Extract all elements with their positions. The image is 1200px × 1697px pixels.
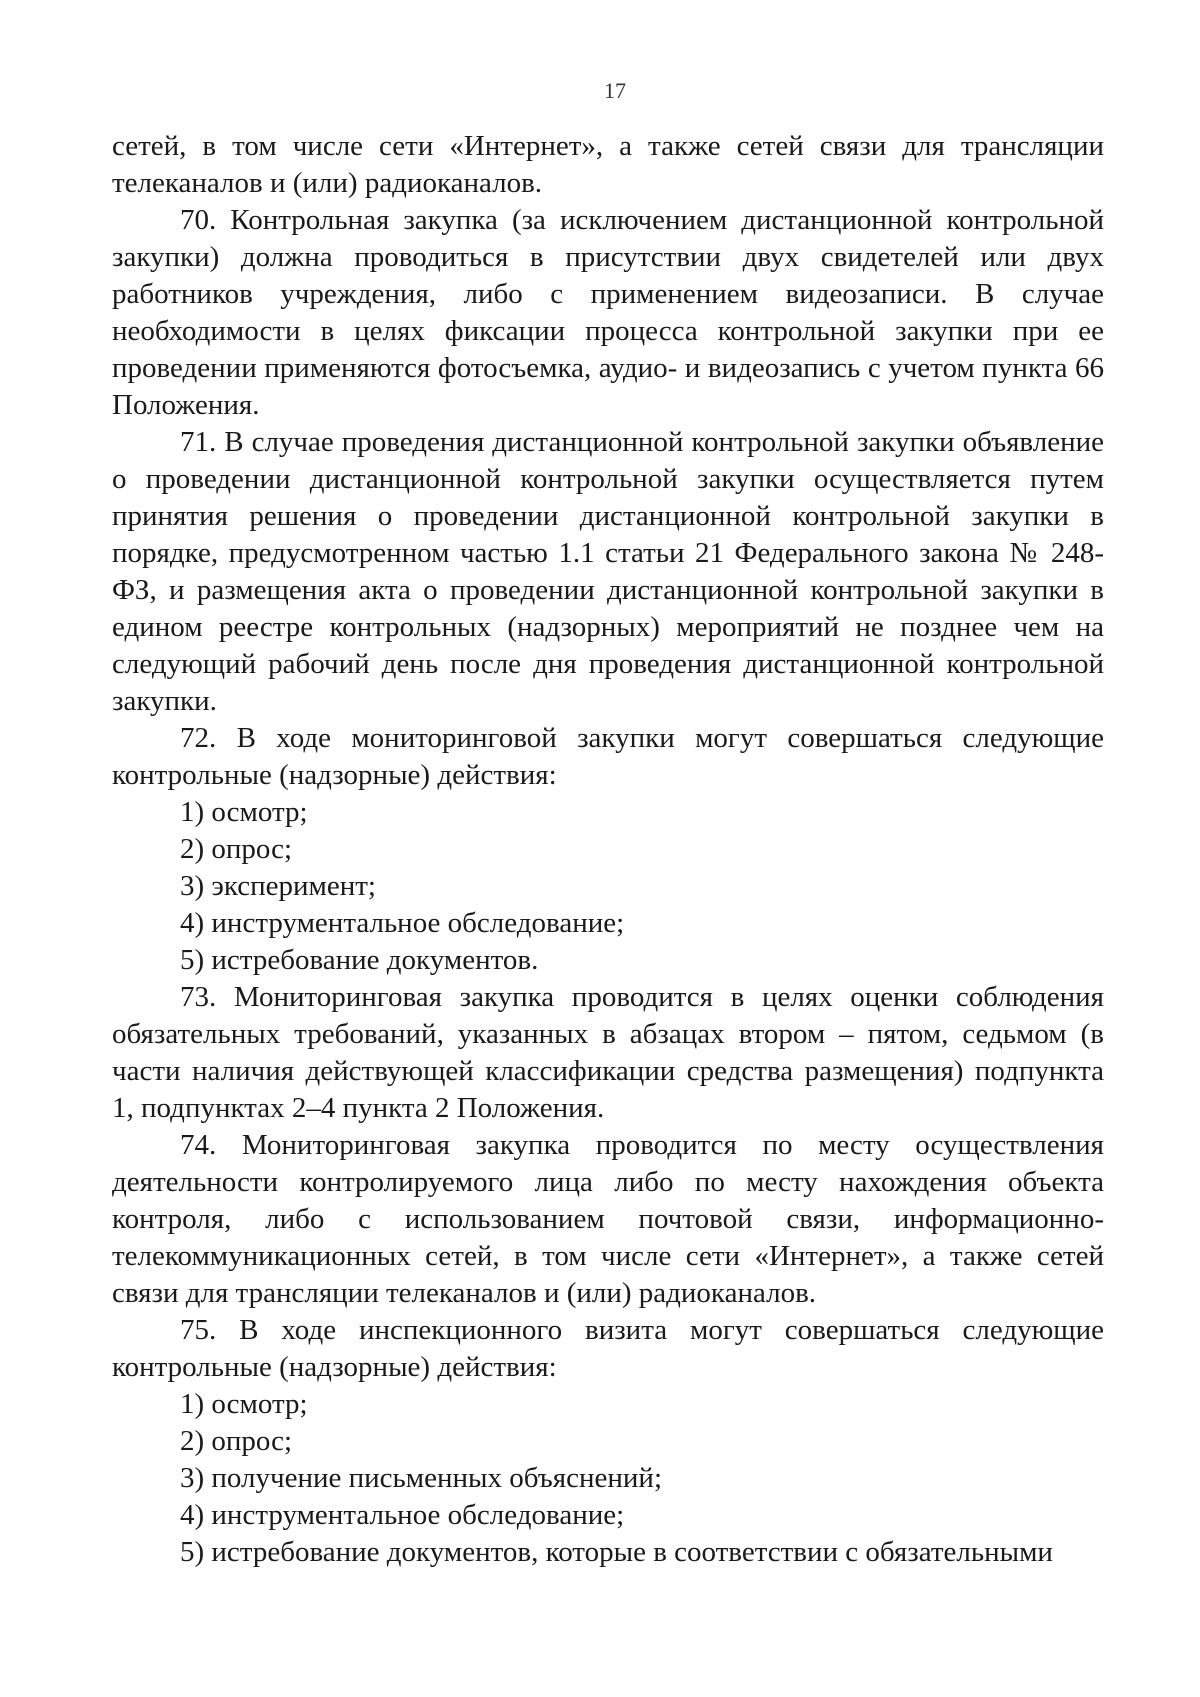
list-item: 5) истребование документов, которые в соответствии с обязательными bbox=[180, 1536, 1053, 1568]
document-body bbox=[112, 128, 1104, 1571]
page-number: 17 bbox=[604, 78, 626, 103]
list-item: 3) эксперимент; bbox=[180, 870, 376, 902]
list-item: 4) инструментальное обследование; bbox=[180, 907, 625, 939]
list-item: 1) осмотр; bbox=[180, 1388, 308, 1420]
paragraph-71: 71. В случае проведения дистанционной контрольной закупки объявление о проведении дистанционной контрольной закупки осуществляется путем принятия решения о проведении дистанционной контрольной закупки в порядке, предусмотренном частью 1.1 статьи 21 Федерального закона № 248-ФЗ, и размещения акта о проведении дистанционной контрольной закупки в едином реестре контрольных (надзорных) мероприятий не позднее чем на следующий рабочий день после дня проведения дистанционной контрольной закупки. bbox=[112, 426, 1104, 717]
list-item: 2) опрос; bbox=[180, 1425, 293, 1457]
list-item: 4) инструментальное обследование; bbox=[180, 1499, 625, 1531]
paragraph-73: 73. Мониторинговая закупка проводится в целях оценки соблюдения обязательных требований, указанных в абзацах втором – пятом, седьмом (в части наличия действующей классификации средства размещения) подпункта 1, подпунктах 2–4 пункта 2 Положения. bbox=[112, 981, 1104, 1124]
paragraph-74: 74. Мониторинговая закупка проводится по месту осуществления деятельности контролируемого лица либо по месту нахождения объекта контроля, либо с использованием почтовой связи, информационно-телекоммуникационных сетей, в том числе сети «Интернет», а также сетей связи для трансляции телеканалов и (или) радиоканалов. bbox=[112, 1129, 1104, 1309]
list-item: 3) получение письменных объяснений; bbox=[180, 1462, 663, 1494]
list-75 bbox=[112, 1386, 1104, 1571]
list-72 bbox=[112, 794, 1104, 979]
paragraph-72: 72. В ходе мониторинговой закупки могут совершаться следующие контрольные (надзорные) действия: bbox=[112, 722, 1104, 791]
paragraph-75: 75. В ходе инспекционного визита могут совершаться следующие контрольные (надзорные) действия: bbox=[112, 1314, 1104, 1383]
list-item: 1) осмотр; bbox=[180, 796, 308, 828]
list-item: 2) опрос; bbox=[180, 833, 293, 865]
paragraph-continuation: сетей, в том числе сети «Интернет», а также сетей связи для трансляции телеканалов и (или) радиоканалов. bbox=[112, 130, 1104, 199]
paragraph-70: 70. Контрольная закупка (за исключением дистанционной контрольной закупки) должна проводиться в присутствии двух свидетелей или двух работников учреждения, либо с применением видеозаписи. В случае необходимости в целях фиксации процесса контрольной закупки при ее проведении применяются фотосъемка, аудио- и видеозапись с учетом пункта 66 Положения. bbox=[112, 204, 1104, 421]
list-item: 5) истребование документов. bbox=[180, 944, 539, 976]
